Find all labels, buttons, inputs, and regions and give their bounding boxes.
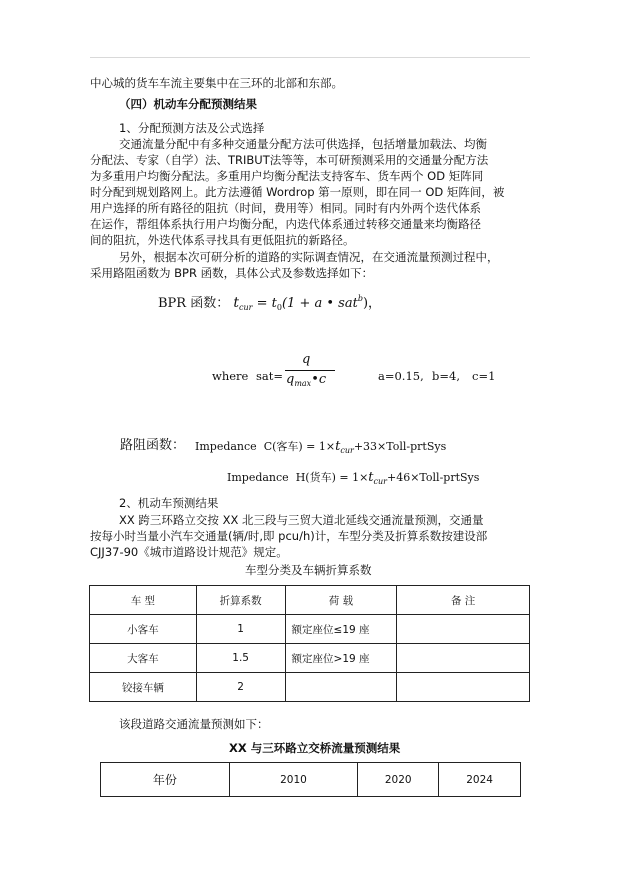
impedance-car — [195, 440, 446, 458]
forecast-table — [100, 762, 521, 797]
text-line: 交通流量分配中有多种交通量分配方法可供选择，包括增量加载法、均衡 — [119, 137, 487, 151]
impedance-truck — [227, 471, 479, 489]
table-cell: 额定座位≤19 座 — [285, 615, 397, 644]
bpr-t0-subscript: 0 — [276, 303, 282, 312]
vehicle-table — [89, 585, 530, 702]
text-line: 在运作，帮组体系执行用户均衡分配，内迭代体系通过转移交通量来均衡路径 — [90, 217, 481, 231]
header-cell: 车 型 — [90, 586, 197, 615]
header-rule — [90, 57, 530, 58]
forecast-intro: 该段道路交通流量预测如下： — [119, 717, 269, 731]
table-cell: 2 — [196, 673, 285, 702]
fraction-numerator: q — [302, 352, 311, 367]
where-label: where — [212, 369, 249, 383]
bpr-exponent: b — [357, 294, 363, 303]
header-cell: 备 注 — [397, 586, 530, 615]
table-cell: 额定座位>19 座 — [285, 644, 397, 673]
header-cell: 荷 载 — [285, 586, 397, 615]
impedance-car-rhs: +33×Toll-prtSys — [353, 440, 447, 453]
table-header-row — [101, 763, 521, 797]
table-row — [90, 644, 530, 673]
text-line: 另外，根据本次可研分析的道路的实际调查情况，在交通流量预测过程中， — [119, 250, 499, 264]
impedance-truck-lhs: H(货车) = 1× — [295, 471, 369, 484]
bpr-label: BPR 函数： — [158, 296, 230, 311]
param-a: a=0.15, — [378, 369, 424, 383]
forecast-caption: XX 与三环路立交桥流量预测结果 — [229, 741, 401, 755]
impedance-label: 路阻函数： — [120, 438, 186, 453]
text-line: 用户选择的所有路径的阻抗（时间，费用等）相同。同时有内外两个迭代体系 — [90, 201, 481, 215]
text-line: 按每小时当量小汽车交通量(辆/时,即 pcu/h)计，车型分类及折算系数按建设部 — [90, 529, 488, 543]
text-line: XX 跨三环路立交按 XX 北三段与三贸大道北延线交通流量预测，交通量 — [119, 513, 484, 527]
text-line: 时分配到规划路网上。此方法遵循 Wordrop 第一原则，即在同一 OD 矩阵间，被 — [90, 185, 505, 199]
table-cell — [397, 615, 530, 644]
impedance-word: Impedance — [195, 440, 257, 453]
text-line: 分配法、专家（自学）法、TRIBUT法等等，本可研预测采用的交通量分配方法 — [90, 153, 489, 167]
table-cell: 1 — [196, 615, 285, 644]
bpr-end: )， — [362, 296, 382, 311]
denominator-q: q — [286, 372, 295, 387]
intro-line: 中心城的货车车流主要集中在三环的北部和东部。 — [90, 76, 343, 90]
impedance-truck-rhs: +46×Toll-prtSys — [387, 471, 480, 484]
bpr-t-symbol: t — [233, 295, 240, 311]
denominator-tail: •c — [311, 372, 327, 387]
bpr-equals: = t — [256, 296, 277, 311]
fraction-denominator — [286, 373, 326, 391]
bpr-body: (1 + a • sat — [281, 296, 358, 311]
text-line: 为多重用户均衡分配法。多重用户均衡分配法支持客车、货车两个 OD 矩阵同 — [90, 169, 484, 183]
text-line: CJJ37-90《城市道路设计规范》规定。 — [90, 545, 288, 559]
fraction-bar — [285, 370, 335, 371]
header-cell: 折算系数 — [196, 586, 285, 615]
section-heading: （四）机动车分配预测结果 — [119, 97, 257, 111]
table-cell — [285, 673, 397, 702]
text-line: 间的阻抗，外迭代体系寻找具有更低阻抗的新路径。 — [90, 233, 355, 247]
table-cell: 小客车 — [90, 615, 197, 644]
text-line: 采用路阻函数为 BPR 函数，具体公式及参数选择如下： — [90, 266, 374, 280]
impedance-word: Impedance — [227, 471, 289, 484]
t-subscript: cur — [373, 477, 387, 486]
header-cell: 2020 — [358, 763, 439, 797]
table-cell: 铰接车辆 — [90, 673, 197, 702]
t-symbol: t — [368, 470, 374, 485]
impedance-car-lhs: C(客车) = 1× — [263, 440, 336, 453]
subheading-results: 2、机动车预测结果 — [119, 496, 219, 510]
sat-equals: sat= — [256, 369, 284, 383]
t-subscript: cur — [340, 446, 354, 455]
vehicle-table-caption: 车型分类及车辆折算系数 — [245, 563, 372, 577]
table-row — [90, 615, 530, 644]
denominator-subscript: max — [294, 379, 312, 388]
header-cell: 2024 — [439, 763, 521, 797]
table-cell — [397, 644, 530, 673]
bpr-formula — [158, 292, 381, 315]
table-cell — [397, 673, 530, 702]
table-cell: 大客车 — [90, 644, 197, 673]
bpr-t-subscript: cur — [239, 303, 253, 312]
header-cell: 2010 — [229, 763, 358, 797]
subheading-method: 1、分配预测方法及公式选择 — [119, 121, 265, 135]
table-row — [90, 673, 530, 702]
table-cell: 1.5 — [196, 644, 285, 673]
param-b: b=4, — [432, 369, 460, 383]
header-cell: 年份 — [101, 763, 230, 797]
table-header-row — [90, 586, 530, 615]
t-symbol: t — [335, 439, 341, 454]
param-c: c=1 — [472, 369, 496, 383]
